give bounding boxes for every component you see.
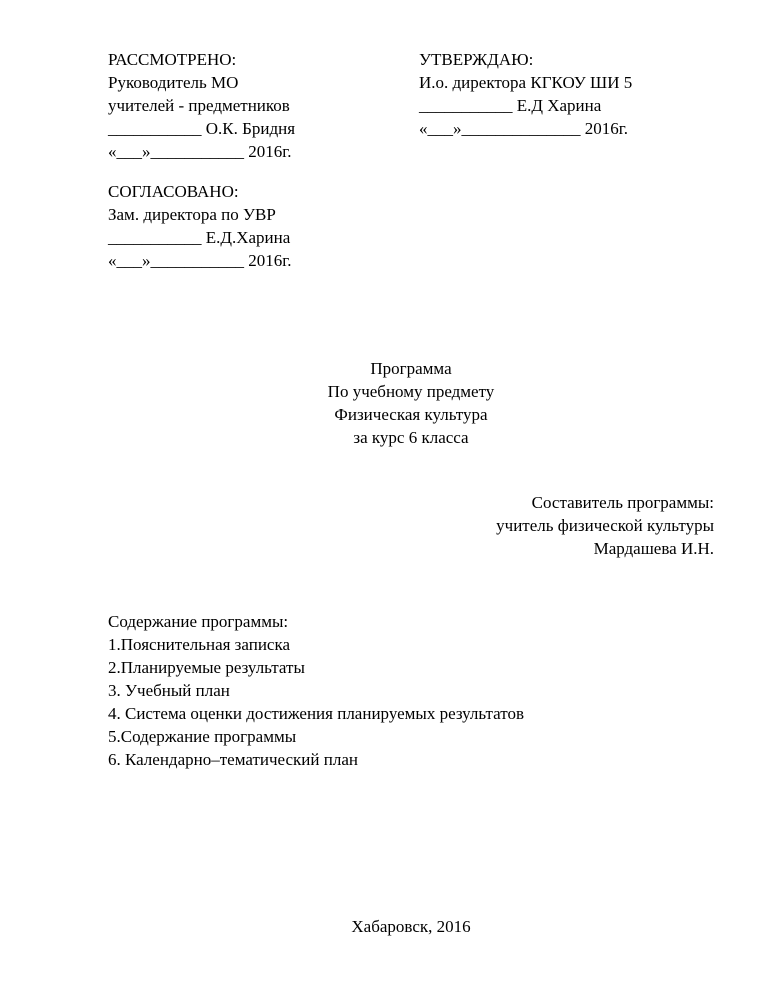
contents-item: 3. Учебный план: [108, 681, 230, 700]
program-subject-label: По учебному предмету: [327, 382, 495, 401]
approval-heading: РАССМОТРЕНО:: [108, 50, 237, 69]
agreed-heading: СОГЛАСОВАНО:: [108, 182, 239, 201]
approval-date: «___»___________ 2016г.: [108, 142, 292, 161]
approval-group: учителей - предметников: [108, 96, 290, 115]
approve-block: [419, 48, 632, 140]
contents-heading: Содержание программы:: [108, 612, 289, 631]
agreed-date: «___»___________ 2016г.: [108, 251, 292, 270]
approval-signature: ___________ О.К. Бридня: [108, 119, 296, 138]
author-block: [496, 491, 714, 560]
footer-city-year: Хабаровск, 2016: [351, 917, 471, 936]
author-position: учитель физической культуры: [496, 516, 714, 535]
agreed-block: [108, 180, 292, 272]
approve-signature: ___________ Е.Д Харина: [419, 96, 602, 115]
contents-item: 2.Планируемые результаты: [108, 658, 305, 677]
contents-item: 1.Пояснительная записка: [108, 635, 291, 654]
approval-block: [108, 48, 295, 163]
approval-role: Руководитель МО: [108, 73, 239, 92]
agreed-role: Зам. директора по УВР: [108, 205, 276, 224]
agreed-signature: ___________ Е.Д.Харина: [108, 228, 291, 247]
program-title: Программа: [370, 359, 452, 378]
program-subject: Физическая культура: [334, 405, 488, 424]
program-title-block: [0, 357, 768, 449]
author-heading: Составитель программы:: [531, 493, 714, 512]
contents-item: 4. Система оценки достижения планируемых результатов: [108, 704, 524, 723]
approve-date: «___»______________ 2016г.: [419, 119, 629, 138]
program-grade: за курс 6 класса: [353, 428, 469, 447]
author-name: Мардашева И.Н.: [593, 539, 714, 558]
approve-heading: УТВЕРЖДАЮ:: [419, 50, 534, 69]
contents-block: [108, 610, 524, 771]
contents-item: 6. Календарно–тематический план: [108, 750, 358, 769]
contents-item: 5.Содержание программы: [108, 727, 297, 746]
approve-role: И.о. директора КГКОУ ШИ 5: [419, 73, 633, 92]
